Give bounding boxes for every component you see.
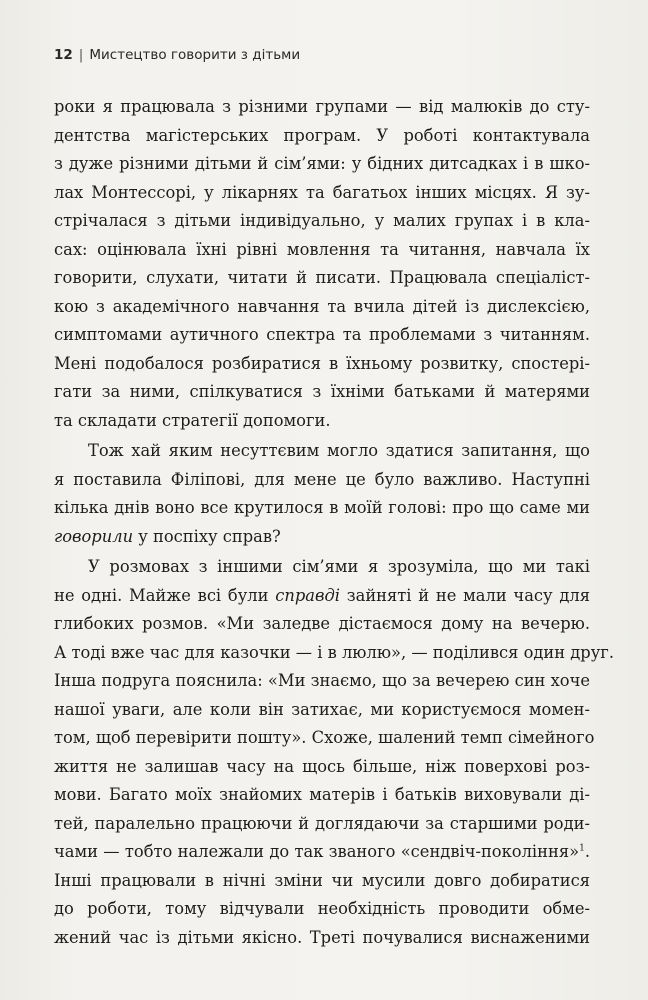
text-line: говорити, слухати, читати й писати. Працювала спеціаліст- [54,268,590,287]
text-line: Мені подобалося розбиратися в їхньому розвитку, спостері- [54,353,590,373]
text-line: лах Монтессорі, у лікарнях та багатьох інших місцях. Я зу- [54,182,590,202]
text-line: жений час із дітьми якісно. Треті почувалися виснаженими [54,927,590,947]
text-line: А тоді вже час для казочки — і в люлю», — поділився один друг. [54,642,615,662]
text-line: У розмовах з іншими сім’ями я зрозуміла, що ми такі [88,557,590,576]
page-number: 12 [54,47,73,63]
text-line: Тож хай яким несуттєвим могло здатися запитання, що [88,441,590,460]
text-fragment: у поспіху справ? [133,526,281,546]
text-line: життя не залишав часу на щось більше, ніж поверхові роз- [54,756,590,776]
paragraph-3 [54,553,615,952]
text-line: том, щоб перевірити пошту». Схоже, шалений темп сімейного [54,728,595,747]
text-line: з дуже різними дітьми й сім’ями: у бідних дитсадках і в шко- [54,154,590,173]
text-line: мови. Багато моїх знайомих матерів і батьків виховували ді- [54,785,590,804]
body-text [54,93,615,952]
text-line: нашої уваги, але коли він затихає, ми користуємося момен- [54,699,590,719]
text-line [54,838,590,867]
text-line: стрічалася з дітьми індивідуально, у малих групах і в кла- [54,211,590,230]
text-line: та складати стратегії допомоги. [54,410,331,430]
text-line: сах: оцінювала їхні рівні мовлення та читання, навчала їх [54,239,590,259]
italic-word: справді [275,585,340,605]
text-line: я поставила Філіпові, для мене це було важливо. Наступні [54,469,590,489]
header-separator: | [78,47,84,63]
text-line: Інші працювали в нічні зміни чи мусили довго добиратися [54,870,590,890]
paragraph-1 [54,93,590,435]
text-fragment: . [584,842,590,861]
text-fragment: не одні. Майже всі були [54,585,276,605]
text-fragment: зайняті й не мали часу для [339,585,590,605]
text-line: кою з академічного навчання та вчила дітей із дислексією, [54,296,590,316]
text-line: гати за ними, спілкуватися з їхніми батьками й матерями [54,382,590,401]
running-header [54,47,300,63]
running-title: Мистецтво говорити з дітьми [89,47,301,63]
text-fragment: чами — тобто належали до так званого «сендвіч-покоління» [54,842,580,861]
paragraph-2 [54,437,590,551]
text-line: роки я працювала з різними групами — від малюків до сту- [54,97,590,116]
text-line [54,523,590,552]
text-line: тей, паралельно працюючи й доглядаючи за старшими роди- [54,813,590,833]
text-line: симптомами аутичного спектра та проблемами з читанням. [54,325,590,344]
text-line: до роботи, тому відчували необхідність проводити обме- [54,899,590,918]
text-line: дентства магістерських програм. У роботі контактувала [54,125,590,145]
text-line: кілька днів воно все крутилося в моїй голові: про що саме ми [54,498,590,517]
text-line [54,582,590,611]
text-line: Інша подруга пояснила: «Ми знаємо, що за вечерею син хоче [54,671,590,690]
footnote-mark[interactable]: 1 [579,843,585,854]
italic-word: говорили [54,526,134,546]
text-line: глибоких розмов. «Ми заледве дістаємося дому на вечерю. [54,614,590,633]
